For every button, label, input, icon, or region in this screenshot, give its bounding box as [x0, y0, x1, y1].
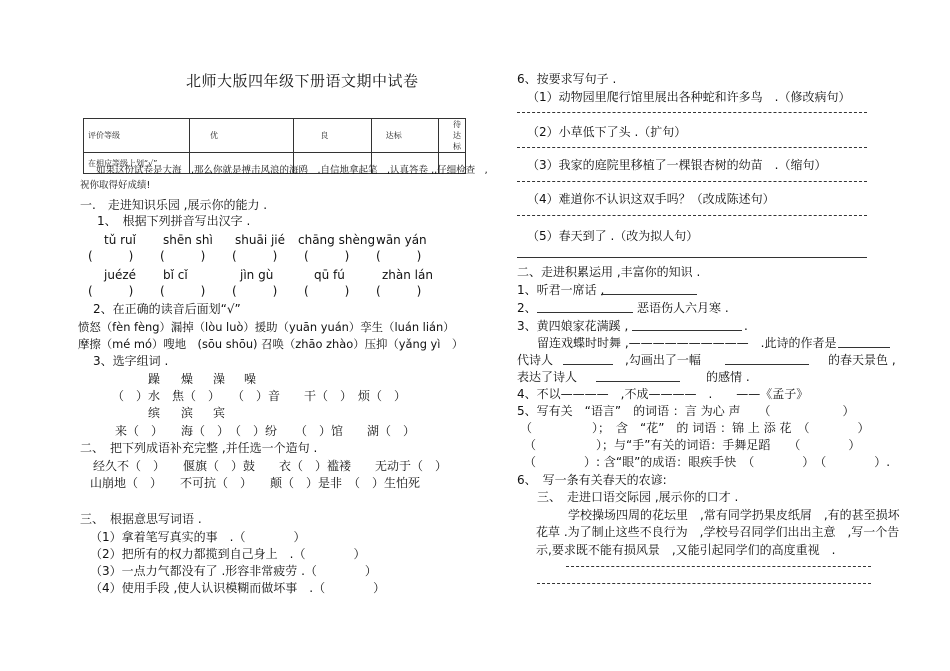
question-line: 2、	[517, 301, 537, 315]
pinyin: jìn gù	[240, 268, 274, 282]
answer-blank[interactable]: ( )	[304, 249, 350, 263]
pinyin: shēn shì	[163, 233, 213, 247]
section-heading: 二、走进积累运用 ,丰富你的知识 .	[517, 265, 701, 279]
answer-line[interactable]	[596, 381, 680, 382]
question-line: 6、 写一条有关春天的农谚:	[517, 473, 667, 487]
question-line: 摩擦（mé mó）嗖地 (sōu shōu) 召唤（zhāo zhào）压抑（yǎng yì ）	[78, 337, 464, 351]
table-cell: 评价等级	[84, 119, 190, 153]
answer-line[interactable]	[537, 312, 633, 313]
pinyin: zhàn lán	[382, 268, 433, 282]
answer-line[interactable]	[632, 330, 742, 331]
paragraph-line: 示,要求既不能有损风景 ,又能引起同学们的高度重视 .	[536, 543, 836, 557]
question-line: 4、不以———— ,不成———— . ——《孟子》	[517, 387, 809, 401]
question-line: 留连戏蝶时时舞 ,—————————— .此诗的作者是	[537, 336, 837, 350]
question-line: （ ）水 焦（ ） （ ）音 干（ ） 烦（ ）	[112, 389, 407, 403]
pinyin: qū fú	[314, 268, 345, 282]
paragraph-line: 学校操场四周的花坛里 ,常有同学扔果皮纸屑 ,有的甚至损坏	[568, 508, 900, 522]
question-line: 恶语伤人六月寒 .	[637, 301, 729, 315]
answer-line[interactable]	[566, 566, 871, 567]
answer-line[interactable]	[563, 364, 613, 365]
answer-line[interactable]	[517, 147, 867, 148]
question-line: （2）小草低下了头 .（扩句）	[527, 125, 687, 139]
exam-title: 北师大版四年级下册语文期中试卷	[186, 72, 419, 90]
question-line: （4）使用手段 ,使人认识模糊而做坏事 .（ ）	[90, 581, 386, 595]
table-row	[84, 119, 466, 153]
answer-line[interactable]	[838, 347, 890, 348]
pinyin: juézé	[104, 268, 137, 282]
answer-blank[interactable]: ( )	[232, 249, 278, 263]
char-option: 燥	[181, 372, 194, 386]
question-line: （ ）: 含“眼”的成语：眼疾手快 （ ） （ ）.	[524, 455, 891, 469]
question-line: 经久不（ ） 偃旗（ ）鼓 衣（ ）褴褛 无动于（ ）	[93, 459, 448, 473]
table-cell: 待达标	[439, 119, 466, 153]
question-label: 3、选字组词 .	[93, 354, 169, 368]
section-heading: 三、 走进口语交际园 ,展示你的口才 .	[537, 490, 739, 504]
table-cell: 达标	[371, 119, 438, 153]
question-line: （3）我家的庭院里移植了一棵银杏树的幼苗 .（缩句）	[527, 158, 827, 172]
section-heading: 二、 把下列成语补充完整 ,并任选一个造句 .	[80, 441, 318, 455]
answer-line[interactable]	[517, 215, 867, 216]
section-heading: 一. 走进知识乐园 ,展示你的能力 .	[80, 198, 268, 212]
question-label: 2、在正确的读音后面划“√”	[93, 302, 241, 316]
pinyin: bǐ cǐ	[163, 268, 188, 282]
question-line: 山崩地（ ） 不可抗（ ） 颠（ ）是非 （ ）生怕死	[90, 476, 421, 490]
paragraph-line: 花草 .为了制止这些不良行为 ,学校号召同学们出出主意 ,写一个告	[536, 525, 900, 539]
question-label: 1、 根据下列拼音写出汉字 .	[97, 214, 251, 228]
question-line: （5）春天到了 .（改为拟人句）	[527, 229, 699, 243]
pinyin: chāng shèng	[298, 233, 376, 247]
answer-line[interactable]	[517, 181, 867, 182]
question-line: （ ）；与“手”有关的词语：手舞足蹈 （ ）	[524, 438, 861, 452]
char-option: 躁	[148, 372, 161, 386]
question-line: 表达了诗人	[517, 370, 578, 384]
question-line: 来（ ） 海（ ） （ ）纷 （ ）馆 湖（ ）	[115, 424, 416, 438]
char-option: 澡	[213, 372, 226, 386]
table-cell: 良	[294, 119, 371, 153]
answer-line[interactable]	[537, 583, 871, 584]
table-cell: 优	[189, 119, 293, 153]
question-line: （2）把所有的权力都揽到自己身上 .（ ）	[90, 547, 366, 561]
answer-blank[interactable]: ( )	[232, 284, 278, 298]
char-option: 缤	[148, 406, 161, 420]
answer-blank[interactable]: ( )	[88, 249, 134, 263]
question-line: ,勾画出了一幅	[625, 353, 701, 367]
question-line: 3、黄四娘家花满蹊 ,	[517, 319, 629, 333]
pinyin: shuāi jié	[235, 233, 286, 247]
answer-line[interactable]	[601, 294, 697, 295]
question-line: .	[744, 319, 748, 333]
question-line: 代诗人	[517, 353, 554, 367]
section-heading: 三、 根据意思写词语 .	[80, 512, 202, 526]
question-line: （1）动物园里爬行馆里展出各种蛇和许多鸟 .（修改病句）	[527, 90, 851, 104]
question-line: （ ）； 含 “花” 的 词语 ：锦 上 添 花 （ ）	[520, 421, 870, 435]
question-label: 6、按要求写句子 .	[517, 72, 617, 86]
answer-blank[interactable]: ( )	[376, 284, 422, 298]
question-line: 的感情 .	[706, 370, 750, 384]
question-line: （1）拿着笔写真实的事 .（ ）	[90, 530, 306, 544]
question-line: 5、写有关 “语言” 的词语 ：言 为心 声 （ ）	[517, 404, 855, 418]
answer-blank[interactable]: ( )	[376, 249, 422, 263]
question-line: （4）难道你不认识这双手吗？（改成陈述句）	[527, 192, 775, 206]
char-option: 噪	[244, 372, 257, 386]
answer-blank[interactable]: ( )	[160, 249, 206, 263]
answer-line[interactable]	[517, 112, 867, 113]
answer-blank[interactable]: ( )	[304, 284, 350, 298]
answer-blank[interactable]: ( )	[88, 284, 134, 298]
table-cell: 在相应等级上划“√”	[84, 153, 190, 174]
intro-text: 如果这份试卷是大海 ,那么你就是搏击风浪的海鸥 .自信地拿起笔 ,认真答卷 ,,仔细检查 ,	[96, 165, 488, 176]
char-option: 滨	[181, 406, 194, 420]
question-line: 的春天景色 ,	[828, 353, 896, 367]
answer-line[interactable]	[725, 364, 809, 365]
answer-line[interactable]	[517, 257, 867, 258]
pinyin: wān yán	[376, 233, 427, 247]
question-line: 1、听君一席话 ,	[517, 283, 605, 297]
answer-blank[interactable]: ( )	[160, 284, 206, 298]
intro-text: 祝你取得好成绩!	[80, 180, 151, 191]
question-line: 愤怒（fèn fèng）漏掉（lòu luò）援助（yuān yuán）孪生（luán lián）	[78, 320, 455, 334]
char-option: 宾	[213, 406, 226, 420]
pinyin: tǔ ruǐ	[104, 233, 136, 247]
question-line: （3）一点力气都没有了 .形容非常疲劳 .（ ）	[90, 564, 377, 578]
